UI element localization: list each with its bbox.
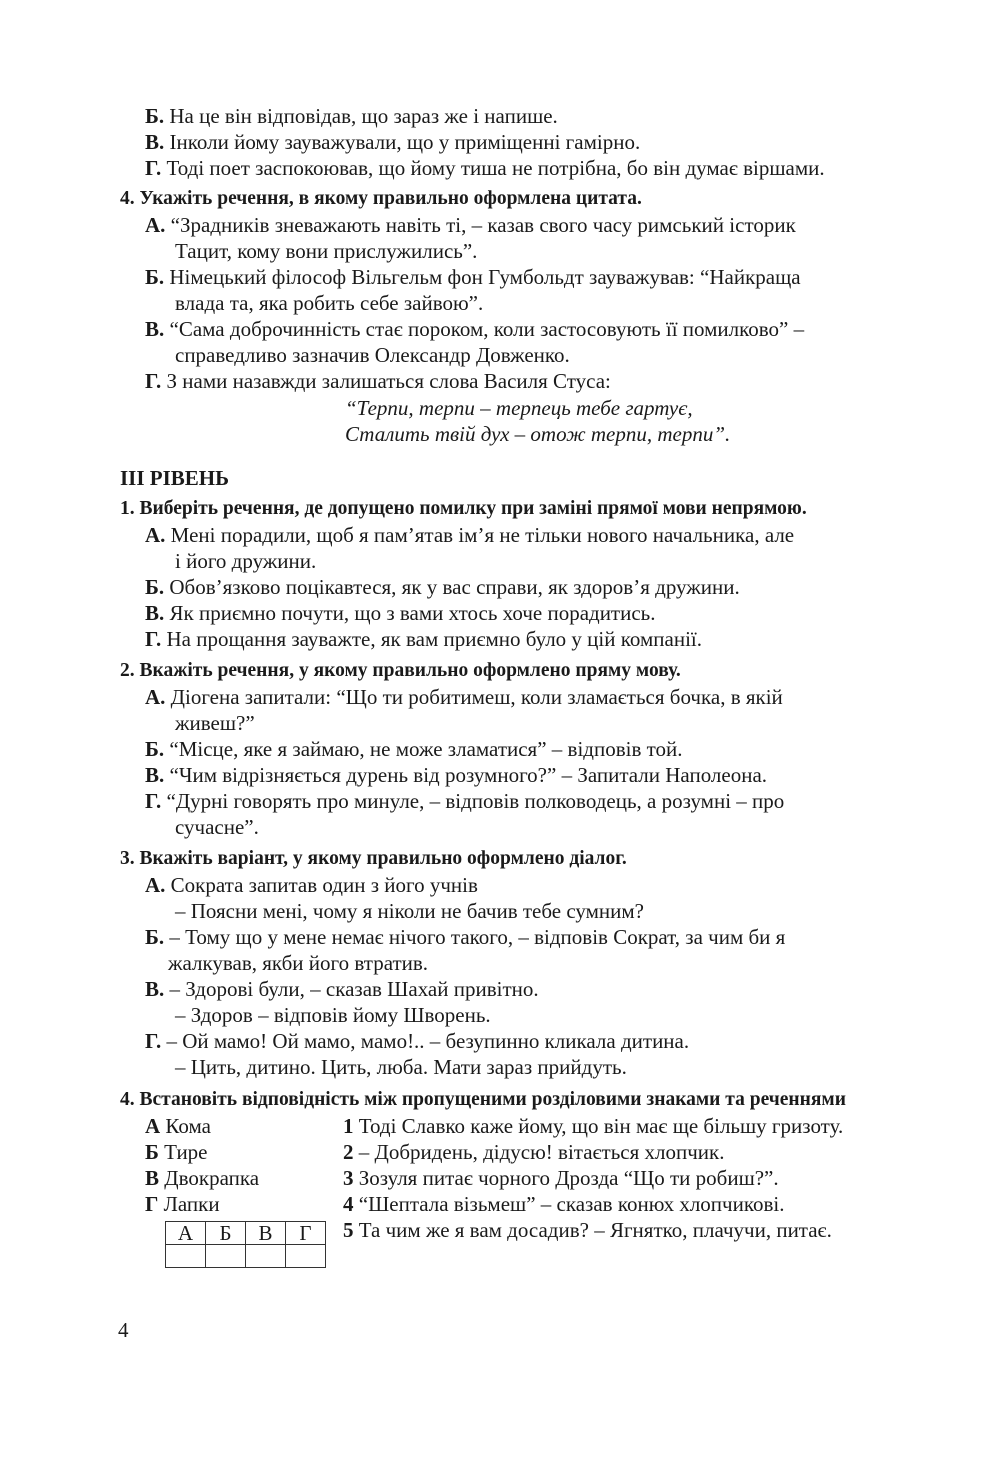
answer-grid-header: Б (206, 1222, 246, 1245)
l3q3-option-v: В. – Здорові були, – сказав Шахай привітно. (145, 977, 539, 1001)
match-right-1: 1 Тоді Славко каже йому, що він має ще більшу гризоту. (343, 1114, 844, 1138)
answer-cell[interactable] (286, 1245, 326, 1268)
l3q3-option-v-cont: – Здоров – відповів йому Шворень. (175, 1003, 491, 1027)
q4-option-a-cont: Тацит, кому вони прислужились”. (175, 239, 478, 263)
poem-line-1: “Терпи, терпи – терпець тебе гартує, (345, 396, 693, 420)
l3q3-option-b-cont: жалкував, якби його втратив. (168, 951, 429, 975)
l3q1-option-a: А. Мені порадили, щоб я пам’ятав ім’я не тільки нового начальника, але (145, 523, 795, 547)
q4-option-g: Г. З нами назавжди залишаться слова Василя Стуса: (145, 369, 611, 393)
l3q3-option-a: А. Сократа запитав один з його учнів (145, 873, 478, 897)
answer-grid-header: В (246, 1222, 286, 1245)
answer-grid-header: А (166, 1222, 206, 1245)
match-left-b: Б Тире (145, 1140, 208, 1164)
answer-grid-header: Г (286, 1222, 326, 1245)
answer-cell[interactable] (166, 1245, 206, 1268)
l3q2-option-a-cont: живеш?” (175, 711, 255, 735)
section-heading: III РІВЕНЬ (120, 466, 229, 490)
l3q3-option-b: Б. – Тому що у мене немає нічого такого, – відповів Сократ, за чим би я (145, 925, 786, 949)
match-right-4: 4 “Шептала візьмеш” – сказав конюх хлопчикові. (343, 1192, 785, 1216)
l3q2-option-a: А. Діогена запитали: “Що ти робитимеш, коли зламається бочка, в якій (145, 685, 783, 709)
q4-option-v: В. “Сама доброчинність стає пороком, коли застосовують її помилково” – (145, 317, 805, 341)
l3q1-option-v: В. Як приємно почути, що з вами хтось хоче порадитись. (145, 601, 656, 625)
l3q3-option-g: Г. – Ой мамо! Ой мамо, мамо!.. – безупинно кликала дитина. (145, 1029, 690, 1053)
l3q2-option-v: В. “Чим відрізняється дурень від розумного?” – Запитали Наполеона. (145, 763, 768, 787)
match-left-a: А Кома (145, 1114, 211, 1138)
page-number: 4 (118, 1318, 129, 1342)
l3q1-option-g: Г. На прощання зауважте, як вам приємно було у цій компанії. (145, 627, 702, 651)
option-g: Г. Тоді поет заспокоював, що йому тиша не потрібна, бо він думає віршами. (145, 156, 825, 180)
answer-grid (165, 1221, 326, 1268)
q4-option-b: Б. Німецький філософ Вільгельм фон Гумбольдт зауважував: “Найкраща (145, 265, 801, 289)
l3q1-option-a-cont: і його дружини. (175, 549, 317, 573)
l3-question-1-title: 1. Виберіть речення, де допущено помилку при заміні прямої мови непрямою. (120, 498, 807, 519)
l3q2-option-g-cont: сучасне”. (175, 815, 259, 839)
question-4-title: 4. Укажіть речення, в якому правильно оформлена цитата. (120, 188, 642, 209)
match-right-5: 5 Та чим же я вам досадив? – Ягнятко, плачучи, питає. (343, 1218, 832, 1242)
answer-cell[interactable] (206, 1245, 246, 1268)
l3q3-option-g-cont: – Цить, дитино. Цить, люба. Мати зараз прийдуть. (175, 1055, 627, 1079)
match-left-v: В Двокрапка (145, 1166, 260, 1190)
q4-option-v-cont: справедливо зазначив Олександр Довженко. (175, 343, 570, 367)
q4-option-a: А. “Зрадників зневажають навіть ті, – казав свого часу римський історик (145, 213, 796, 237)
match-right-3: 3 Зозуля питає чорного Дрозда “Що ти робиш?”. (343, 1166, 779, 1190)
l3-question-2-title: 2. Вкажіть речення, у якому правильно оформлено пряму мову. (120, 660, 681, 681)
option-b: Б. На це він відповідав, що зараз же і напише. (145, 104, 558, 128)
q4-option-b-cont: влада та, яка робить себе зайвою”. (175, 291, 484, 315)
poem-line-2: Сталить твій дух – отож терпи, терпи”. (345, 422, 731, 446)
match-left-g: Г Лапки (145, 1192, 220, 1216)
l3q1-option-b: Б. Обов’язково поцікавтеся, як у вас справи, як здоров’я дружини. (145, 575, 740, 599)
answer-cell[interactable] (246, 1245, 286, 1268)
l3-question-4-title: 4. Встановіть відповідність між пропущеними розділовими знаками та реченнями (120, 1089, 846, 1110)
l3q2-option-b: Б. “Місце, яке я займаю, не може зламатися” – відповів той. (145, 737, 683, 761)
option-v: В. Інколи йому зауважували, що у приміщенні гамірно. (145, 130, 641, 154)
l3q2-option-g: Г. “Дурні говорять про минуле, – відповів полководець, а розумні – про (145, 789, 785, 813)
l3-question-3-title: 3. Вкажіть варіант, у якому правильно оформлено діалог. (120, 848, 627, 869)
match-right-2: 2 – Добридень, дідусю! вітається хлопчик. (343, 1140, 725, 1164)
l3q3-option-a-cont: – Поясни мені, чому я ніколи не бачив тебе сумним? (175, 899, 644, 923)
